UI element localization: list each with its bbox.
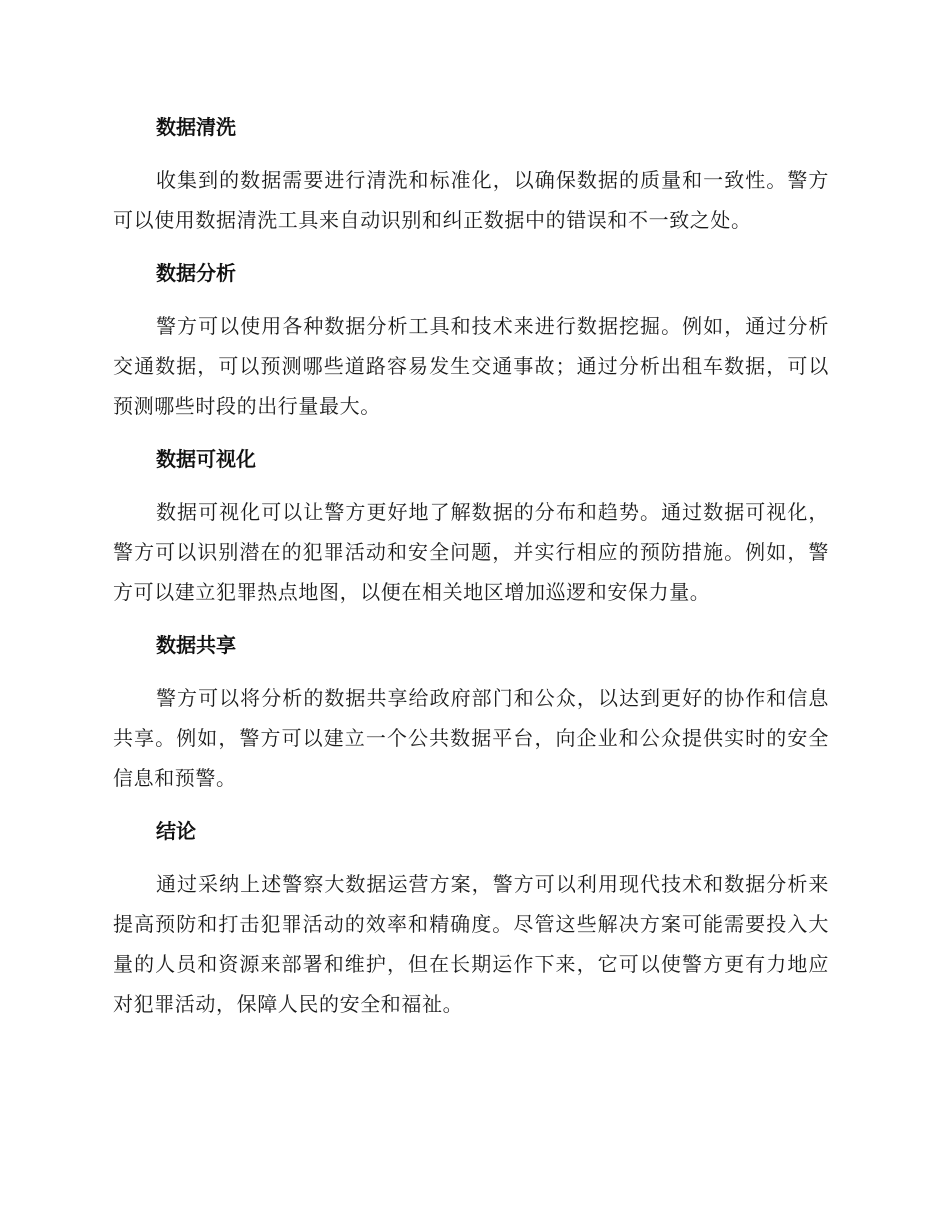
document-page (113, 108, 829, 1038)
section-paragraph: 通过采纳上述警察大数据运营方案，警方可以利用现代技术和数据分析来提高预防和打击犯罪活动的效率和精确度。尽管这些解决方案可能需要投入大量的人员和资源来部署和维护，但在长期运作下来，它可以使警方更有力地应对犯罪活动，保障人民的安全和福祉。 (113, 872, 829, 1016)
section-paragraph: 警方可以将分析的数据共享给政府部门和公众，以达到更好的协作和信息共享。例如，警方可以建立一个公共数据平台，向企业和公众提供实时的安全信息和预警。 (113, 686, 829, 790)
section-data-visualization (113, 440, 829, 612)
section-heading: 数据共享 (156, 633, 236, 657)
section-paragraph: 数据可视化可以让警方更好地了解数据的分布和趋势。通过数据可视化，警方可以识别潜在的犯罪活动和安全问题，并实行相应的预防措施。例如，警方可以建立犯罪热点地图，以便在相关地区增加巡逻和安保力量。 (113, 500, 829, 604)
section-heading: 数据清洗 (156, 115, 236, 139)
section-data-sharing (113, 626, 829, 798)
section-data-cleaning (113, 108, 829, 240)
section-heading: 结论 (156, 819, 196, 843)
section-heading: 数据分析 (156, 261, 236, 285)
section-paragraph: 警方可以使用各种数据分析工具和技术来进行数据挖掘。例如，通过分析交通数据，可以预测哪些道路容易发生交通事故；通过分析出租车数据，可以预测哪些时段的出行量最大。 (113, 314, 829, 418)
section-heading: 数据可视化 (156, 447, 256, 471)
section-conclusion (113, 812, 829, 1024)
section-data-analysis (113, 254, 829, 426)
section-paragraph: 收集到的数据需要进行清洗和标准化，以确保数据的质量和一致性。警方可以使用数据清洗工具来自动识别和纠正数据中的错误和不一致之处。 (113, 168, 829, 232)
